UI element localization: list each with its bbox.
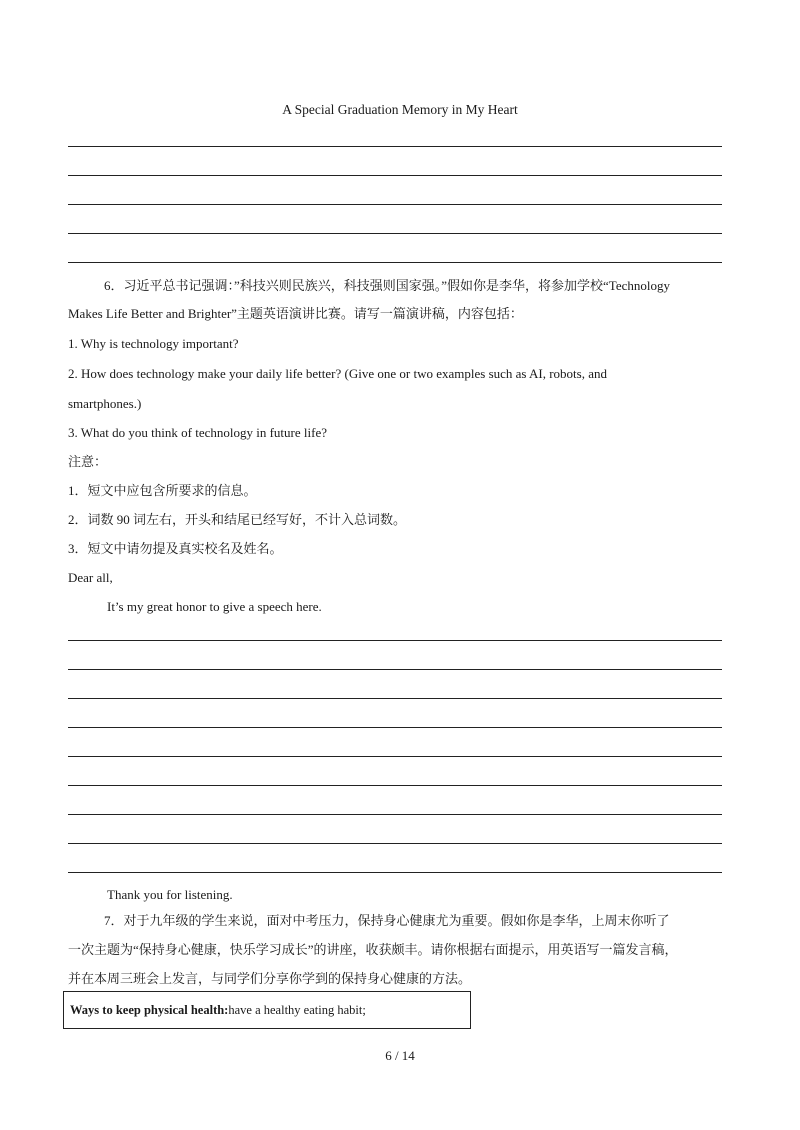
q7-prompt-line-2: 一次主题为“保持身心健康，快乐学习成长”的讲座，收获颇丰。请你根据右面提示，用英语写一篇发言稿， — [68, 942, 678, 957]
q6-note-1: 1．短文中应包含所要求的信息。 — [68, 483, 257, 498]
hint-text: have a healthy eating habit; — [228, 1003, 366, 1017]
q6-point-1: 1. Why is technology important? — [68, 336, 239, 351]
q6-point-3: 3. What do you think of technology in future life? — [68, 425, 327, 440]
writing-line[interactable] — [68, 146, 722, 147]
writing-line[interactable] — [68, 756, 722, 757]
page-number: 6 / 14 — [385, 1048, 415, 1063]
writing-line[interactable] — [68, 640, 722, 641]
q6-point-2-line-1: 2. How does technology make your daily life better? (Give one or two examples such as AI, robots, and — [68, 366, 607, 381]
q6-prompt-line-1: 6．习近平总书记强调：”科技兴则民族兴，科技强则国家强。”假如你是李华，将参加学校“Technology — [104, 278, 670, 293]
q6-prompt-line-2: Makes Life Better and Brighter”主题英语演讲比赛。请写一篇演讲稿，内容包括： — [68, 306, 523, 321]
writing-line[interactable] — [68, 698, 722, 699]
writing-line[interactable] — [68, 727, 722, 728]
writing-line[interactable] — [68, 843, 722, 844]
q6-closing: Thank you for listening. — [107, 887, 233, 902]
q7-prompt-line-1: 7．对于九年级的学生来说，面对中考压力，保持身心健康尤为重要。假如你是李华，上周末你听了 — [104, 913, 670, 928]
q6-point-2-line-2: smartphones.) — [68, 396, 142, 411]
q6-notes-heading: 注意： — [68, 454, 108, 469]
hint-box-text — [70, 1003, 366, 1018]
q6-note-2: 2．词数 90 词左右，开头和结尾已经写好，不计入总词数。 — [68, 512, 407, 527]
writing-line[interactable] — [68, 814, 722, 815]
writing-line[interactable] — [68, 233, 722, 234]
q6-opening: It’s my great honor to give a speech here. — [107, 599, 322, 614]
writing-line[interactable] — [68, 262, 722, 263]
q6-greeting: Dear all, — [68, 570, 113, 585]
writing-line[interactable] — [68, 785, 722, 786]
writing-line[interactable] — [68, 204, 722, 205]
writing-line[interactable] — [68, 175, 722, 176]
writing-line[interactable] — [68, 669, 722, 670]
essay-title: A Special Graduation Memory in My Heart — [282, 102, 518, 117]
q7-prompt-line-3: 并在本周三班会上发言，与同学们分享你学到的保持身心健康的方法。 — [68, 971, 472, 986]
writing-line[interactable] — [68, 872, 722, 873]
hint-label: Ways to keep physical health: — [70, 1003, 229, 1017]
q6-note-3: 3．短文中请勿提及真实校名及姓名。 — [68, 541, 283, 556]
